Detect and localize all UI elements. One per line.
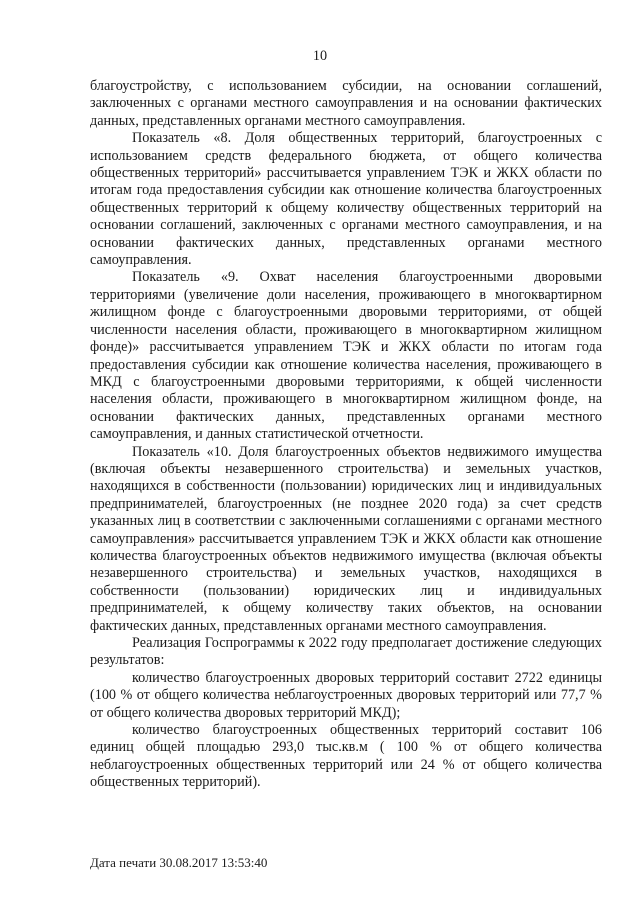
body-text [90, 78, 602, 792]
paragraph-result-courtyards: количество благоустроенных дворовых территорий составит 2722 единицы (100 % от общего количества неблагоустроенных дворовых территорий или 77,7 % от общего количества дворовых территорий МКД); [90, 669, 602, 721]
page-number: 10 [312, 48, 328, 64]
paragraph-indicator-10: Показатель «10. Доля благоустроенных объектов недвижимого имущества (включая объекты незавершенного строительства) и земельных участков, находящихся в собственности (пользовании) юридических лиц и индивидуальных предпринимателей, благоустроенных (не позднее 2020 года) за счет средств указанных лиц в соответствии с заключенными соглашениями с органами местного самоуправления» рассчитывается управлением ТЭК и ЖКХ области как отношение количества благоустроенных объектов недвижимого имущества (включая объекты незавершенного строительства) и земельных участков, находящихся в собственности (пользовании) юридических лиц и индивидуальных предпринимателей, к общему количеству таких объектов, на основании фактических данных, представленных органами местного самоуправления. [90, 443, 602, 634]
paragraph-result-public-areas: количество благоустроенных общественных территорий составит 106 единиц общей площадью 293,0 тыс.кв.м ( 100 % от общего количества неблагоустроенных общественных территорий или 24 % от общего количества общественных территорий). [90, 722, 602, 791]
paragraph-continuation: благоустройству, с использованием субсидии, на основании соглашений, заключенных с органами местного самоуправления и на основании фактических данных, представленных органами местного самоуправления. [90, 78, 602, 129]
paragraph-indicator-9: Показатель «9. Охват населения благоустроенными дворовыми территориями (увеличение доли населения, проживающего в многоквартирном жилищном фонде с благоустроенными дворовыми территориями, от общей численности населения области, проживающего в многоквартирном жилищном фонде)» рассчитывается управлением ТЭК и ЖКХ области по итогам года предоставления субсидии как отношение количества населения, проживающего в МКД с благоустроенными дворовыми территориями, к общей численности населения области, проживающего в многоквартирном жилищном фонде, на основании фактических данных, представленных органами местного самоуправления, и данных статистической отчетности. [90, 269, 602, 443]
paragraph-results-intro: Реализация Госпрограммы к 2022 году предполагает достижение следующих результатов: [90, 635, 602, 669]
paragraph-indicator-8: Показатель «8. Доля общественных территорий, благоустроенных с использованием средств федерального бюджета, от общего количества общественных территорий» рассчитывается управлением ТЭК и ЖКХ области по итогам года предоставления субсидии как отношение количества благоустроенных общественных территорий к общему количеству общественных территорий на основании соглашений, заключенных с органами местного самоуправления, и на основании фактических данных, представленных органами местного самоуправления. [90, 130, 602, 269]
print-date-footer: Дата печати 30.08.2017 13:53:40 [90, 855, 268, 870]
